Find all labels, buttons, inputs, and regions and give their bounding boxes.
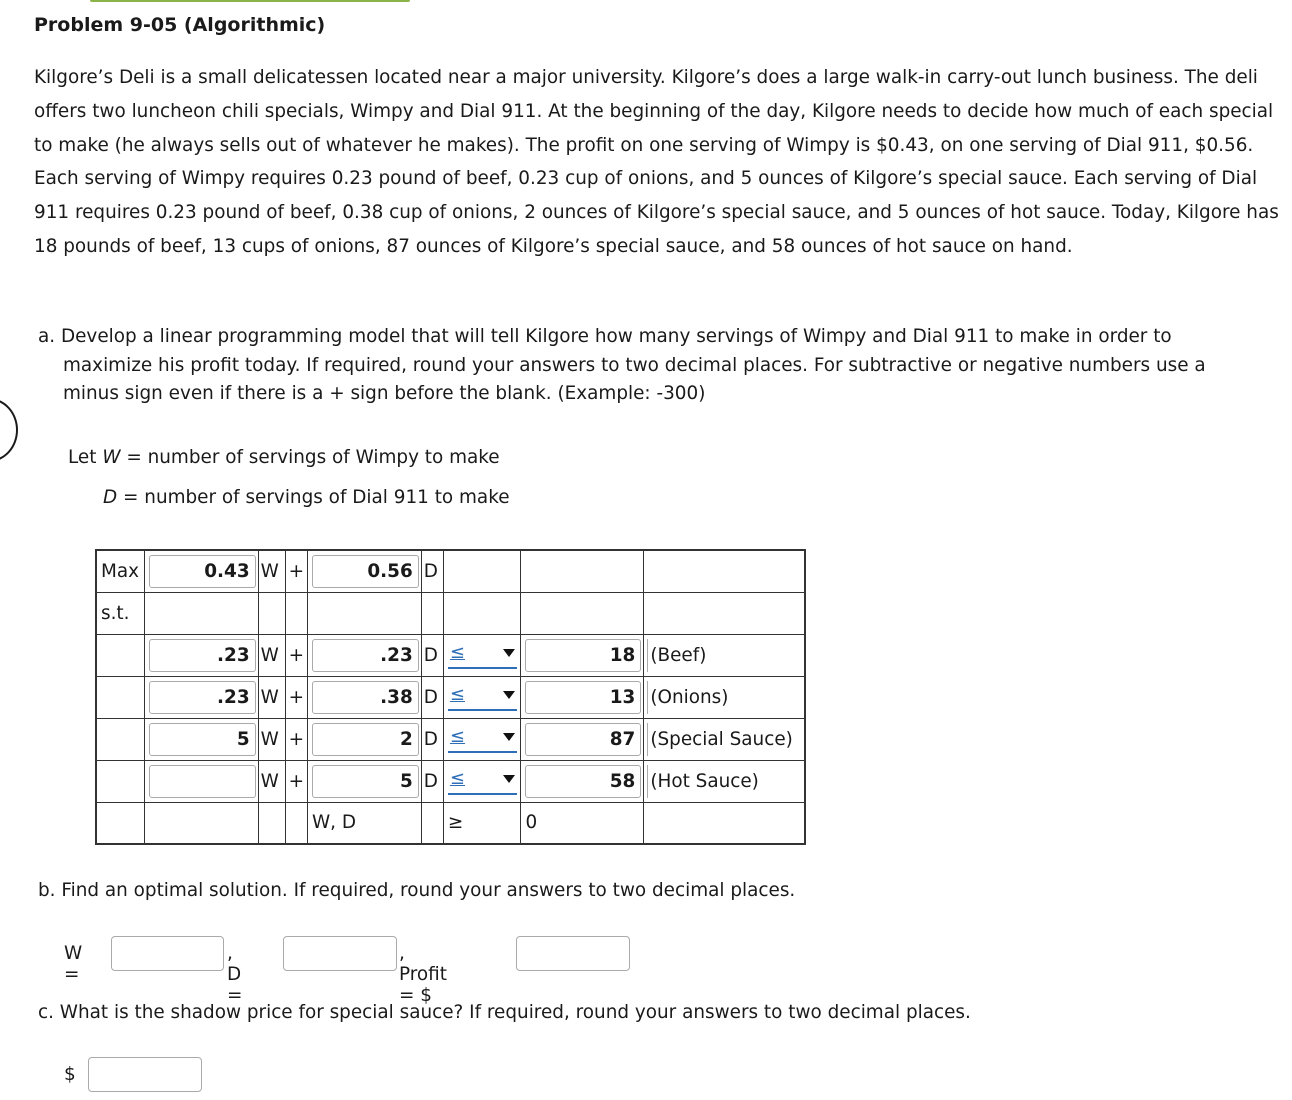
constraint-row-hot-sauce [96, 760, 805, 802]
w-letter: W [258, 760, 285, 802]
d-answer-label: , D = [227, 943, 243, 1006]
w-letter: W [258, 550, 285, 592]
w-letter: W [258, 718, 285, 760]
constraint-w-coef-input[interactable]: .23 [149, 681, 256, 714]
nonneg-variables: W, D [307, 802, 421, 844]
lp-model-table [95, 549, 806, 845]
rhs-input[interactable]: 13 [525, 681, 641, 714]
relation-select[interactable] [448, 641, 518, 669]
constraint-w-coef-input[interactable]: .23 [149, 639, 256, 672]
constraint-d-coef-input[interactable]: .23 [312, 639, 419, 672]
nonnegativity-row [96, 802, 805, 844]
w-answer-label: W = [64, 943, 83, 985]
constraint-name: (Beef) [647, 639, 804, 672]
plus-sign: + [285, 634, 307, 676]
plus-sign: + [285, 760, 307, 802]
part-b-question: b. Find an optimal solution. If required, round your answers to two decimal places. [38, 880, 796, 901]
constraint-w-coef-input[interactable]: 5 [149, 723, 256, 756]
nonneg-relation: ≥ [443, 802, 521, 844]
nonneg-rhs: 0 [521, 802, 644, 844]
w-variable: W [102, 447, 121, 468]
constraint-name: (Special Sauce) [647, 723, 804, 756]
problem-title: Problem 9-05 (Algorithmic) [34, 14, 326, 36]
d-letter: D [421, 718, 443, 760]
constraint-name: (Onions) [647, 681, 804, 714]
objective-w-coef-input[interactable]: 0.43 [149, 555, 256, 588]
w-answer-input[interactable] [111, 936, 224, 971]
d-variable: D [103, 487, 118, 508]
constraint-row-special-sauce [96, 718, 805, 760]
d-letter: D [421, 550, 443, 592]
relation-select[interactable] [448, 683, 518, 711]
d-answer-input[interactable] [283, 936, 397, 971]
d-letter: D [421, 676, 443, 718]
profit-answer-label: , Profit = $ [399, 943, 447, 1006]
relation-select[interactable] [448, 725, 518, 753]
problem-intro: Kilgore’s Deli is a small delicatessen located near a major university. Kilgore’s does a large walk-in carry-out lunch business. The deli offers two luncheon chili specials, Wimpy and Dial 911. At the beginning of the day, Kilgore needs to decide how much of each special to make (he always sells out of whatever he makes). The profit on one serving of Wimpy is $0.43, on one serving of Dial 911, $0.56. Each serving of Wimpy requires 0.23 pound of beef, 0.23 cup of onions, and 5 ounces of Kilgore’s special sauce. Each serving of Dial 911 requires 0.23 pound of beef, 0.38 cup of onions, 2 ounces of Kilgore’s special sauce, and 5 ounces of hot sauce. Today, Kilgore has 18 pounds of beef, 13 cups of onions, 87 ounces of Kilgore’s special sauce, and 58 ounces of hot sauce on hand. [34, 67, 1279, 257]
top-progress-bar [90, 0, 410, 2]
part-a-line-2: maximize his profit today. If required, round your answers to two decimal places. For subtractive or negative numbers use a [63, 354, 1206, 376]
dropdown-arrow-icon [503, 775, 515, 783]
constraint-row-onions [96, 676, 805, 718]
rhs-input[interactable]: 58 [525, 765, 641, 798]
rhs-input[interactable]: 18 [525, 639, 641, 672]
part-a-question [38, 323, 1288, 409]
let-d-definition: D = number of servings of Dial 911 to make [103, 487, 510, 508]
side-panel-handle[interactable] [0, 398, 18, 462]
dollar-sign: $ [64, 1064, 76, 1085]
d-letter: D [421, 634, 443, 676]
constraint-d-coef-input[interactable]: 5 [312, 765, 419, 798]
dropdown-arrow-icon [503, 649, 515, 657]
constraint-name: (Hot Sauce) [647, 765, 804, 798]
rhs-input[interactable]: 87 [525, 723, 641, 756]
relation-select[interactable] [448, 767, 518, 795]
plus-sign: + [285, 718, 307, 760]
part-a-line-3: minus sign even if there is a + sign before the blank. (Example: -300) [63, 383, 706, 404]
dropdown-arrow-icon [503, 691, 515, 699]
plus-sign: + [285, 550, 307, 592]
w-letter: W [258, 634, 285, 676]
constraint-d-coef-input[interactable]: .38 [312, 681, 419, 714]
let-w-definition: Let W = number of servings of Wimpy to make [68, 447, 500, 468]
st-row [96, 592, 805, 634]
max-label: Max [96, 550, 144, 592]
w-letter: W [258, 676, 285, 718]
shadow-price-input[interactable] [88, 1057, 202, 1092]
objective-row [96, 550, 805, 592]
constraint-row-beef [96, 634, 805, 676]
relation-value: ≤ [449, 768, 466, 789]
constraint-w-coef-input[interactable] [149, 765, 256, 798]
part-a-line-1: a. Develop a linear programming model that will tell Kilgore how many servings of Wimpy and Dial 911 to make in order to [38, 326, 1172, 347]
plus-sign: + [285, 676, 307, 718]
relation-value: ≤ [449, 726, 466, 747]
dropdown-arrow-icon [503, 733, 515, 741]
d-letter: D [421, 760, 443, 802]
part-c-question: c. What is the shadow price for special sauce? If required, round your answers to two decimal places. [38, 1002, 971, 1023]
st-label: s.t. [96, 592, 144, 634]
profit-answer-input[interactable] [516, 936, 630, 971]
objective-d-coef-input[interactable]: 0.56 [312, 555, 419, 588]
relation-value: ≤ [449, 642, 466, 663]
relation-value: ≤ [449, 684, 466, 705]
constraint-d-coef-input[interactable]: 2 [312, 723, 419, 756]
